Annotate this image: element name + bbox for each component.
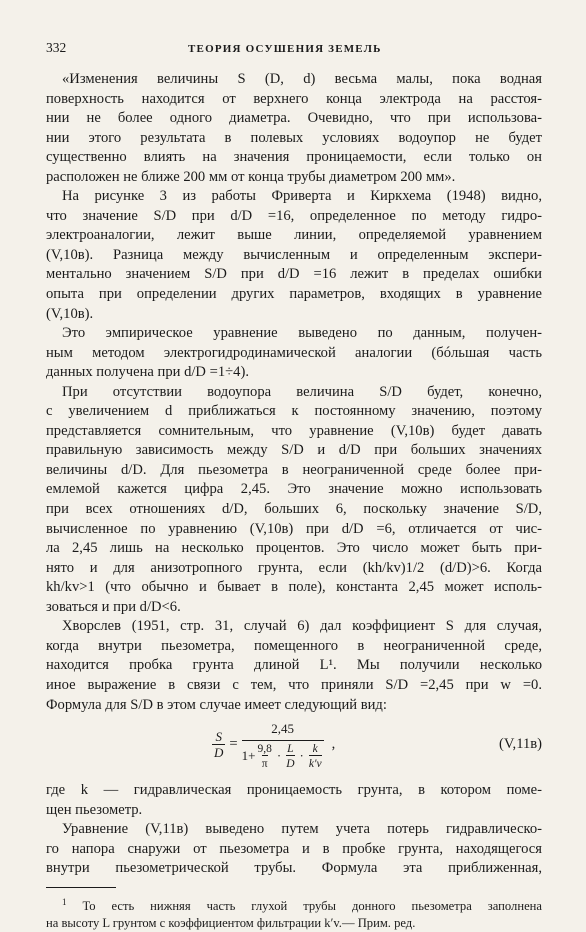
footnote-divider <box>46 887 116 888</box>
l-over-d-fraction <box>286 743 294 770</box>
dot-operator: · <box>276 748 282 764</box>
footnote-text: То есть нижняя часть глухой трубы донного пьезометра заполнена <box>82 898 542 913</box>
coef-fraction <box>257 743 271 770</box>
text-line: электроаналогии, лежит выше линии, определяемой уравнением <box>46 227 542 244</box>
text-line: ным методом электрогидродинамической аналогии (бóльшая часть <box>46 344 542 361</box>
formula-expression <box>212 719 335 770</box>
text-line: нято и для анизотропного грунта, если (kh/kv)1/2 (d/D)>6. Когда <box>46 559 542 576</box>
text-line: внутри пьезометрической трубы. Формула эта приближенная, <box>46 860 542 877</box>
text-line: что значение S/D при d/D =16, определенное по методу гидро- <box>46 207 542 224</box>
l-numerator: L <box>287 742 294 755</box>
text-line: поверхность находится от верхнего конца электрода на расстоя- <box>46 90 542 107</box>
equals-sign: = <box>229 735 238 752</box>
text-line: (V,10в). <box>46 305 94 322</box>
text-line: (V,10в). Разница между вычисленным и определенным экспери- <box>46 246 542 263</box>
running-title: ТЕОРИЯ ОСУШЕНИЯ ЗЕМЕЛЬ <box>188 43 382 55</box>
footnote-line: на высоту L грунтом с коэффициентом фильтрации k′v.— Прим. ред. <box>46 915 416 930</box>
text-line: щен пьезометр. <box>46 801 143 818</box>
page-header <box>46 40 542 58</box>
footnote-mark: 1 <box>62 896 67 907</box>
text-line: находится пробка грунта длиной L¹. Мы получили несколько <box>46 657 542 674</box>
text-line: го напора снаружи от пьезометра и в пробке грунта, находящегося <box>46 840 542 857</box>
text-line: Формула для S/D в этом случае имеет следующий вид: <box>46 696 387 713</box>
lhs-fraction <box>212 729 225 760</box>
text-line: На рисунке 3 из работы Фриверта и Киркхема (1948) видно, <box>62 188 542 205</box>
text-line: нии этого результата в полевых условиях водоупор не будет <box>46 129 542 146</box>
text-line: ментально значением S/D при d/D =16 лежит в пределах ошибки <box>46 266 542 283</box>
text-line: kh/kv>1 (что обычно и бывает в поле), константа 2,45 может исполь- <box>46 579 542 596</box>
text-line: ла 2,45 лишь на несколько процентов. Это число может быть при- <box>46 540 542 557</box>
rhs-denominator <box>242 740 324 770</box>
text-line: где k — гидравлическая проницаемость грунта, в котором поме- <box>46 782 542 799</box>
coef-denominator: π <box>262 755 268 770</box>
text-line: При отсутствии водоупора величина S/D будет, конечно, <box>62 383 542 400</box>
text-line: величины d/D. Для пьезометра в неограниченной среде более при- <box>46 461 542 478</box>
text-line: данных получена при d/D =1÷4). <box>46 364 249 381</box>
coef-numerator: 9,8 <box>257 742 272 755</box>
formula-comma: , <box>331 735 336 752</box>
rhs-numerator: 2,45 <box>271 721 294 737</box>
text-line: емлемой кажется цифра 2,45. Это значение можно использовать <box>46 481 542 498</box>
d-denominator: D <box>286 755 294 770</box>
lhs-numerator: S <box>215 728 222 744</box>
equation-number: (V,11в) <box>499 736 542 753</box>
text-line: существенно влиять на значения проницаемости, если только он <box>46 149 542 166</box>
footnote-line <box>46 894 542 915</box>
text-line: Это эмпирическое уравнение выведено по данным, получен- <box>62 325 542 342</box>
text-line: когда внутри пьезометра, помещенного в неограниченной среде, <box>46 637 542 654</box>
kv-denominator: k′v <box>309 755 322 770</box>
text-line: Хворслев (1951, стр. 31, случай 6) дал коэффициент S для случая, <box>62 618 542 635</box>
text-line: правильную зависимость между S/D и d/D при больших значениях <box>46 442 542 459</box>
text-line: нии не более одного диаметра. Очевидно, что при использова- <box>46 110 542 127</box>
k-numerator: k <box>312 742 318 755</box>
text-line: зоваться и при d/D<6. <box>46 598 181 615</box>
k-ratio-fraction <box>309 743 322 770</box>
text-line: вычисленное по уравнению (V,10в) при d/D =6, отличается от чис- <box>46 520 542 537</box>
page-body <box>46 70 542 932</box>
page-number: 332 <box>46 40 67 55</box>
formula-v11v <box>46 717 542 777</box>
text-line: при всех отношениях d/D, больших 6, поскольку значение S/D, <box>46 501 542 518</box>
text-line: «Изменения величины S (D, d) весьма малы, пока водная <box>62 71 542 87</box>
text-line: представляется сомнительным, что уравнение (V,10в) будет давать <box>46 422 542 439</box>
rhs-fraction <box>242 719 324 770</box>
text-line: опыта при определении других параметров, входящих в уравнение <box>46 286 542 303</box>
text-line: расположен не ближе 200 мм от конца трубы диаметром 200 мм». <box>46 168 456 185</box>
text-line: Уравнение (V,11в) выведено путем учета потерь гидравлическо- <box>62 821 542 838</box>
text-line: с увеличением d приближаться к постоянному значению, поэтому <box>46 403 542 420</box>
one-plus: 1+ <box>241 748 256 764</box>
text-line: иное выражение в связи с тем, что приняли S/D =2,45 при w =0. <box>46 676 542 693</box>
lhs-denominator: D <box>214 744 224 760</box>
dot-operator: · <box>299 748 304 764</box>
